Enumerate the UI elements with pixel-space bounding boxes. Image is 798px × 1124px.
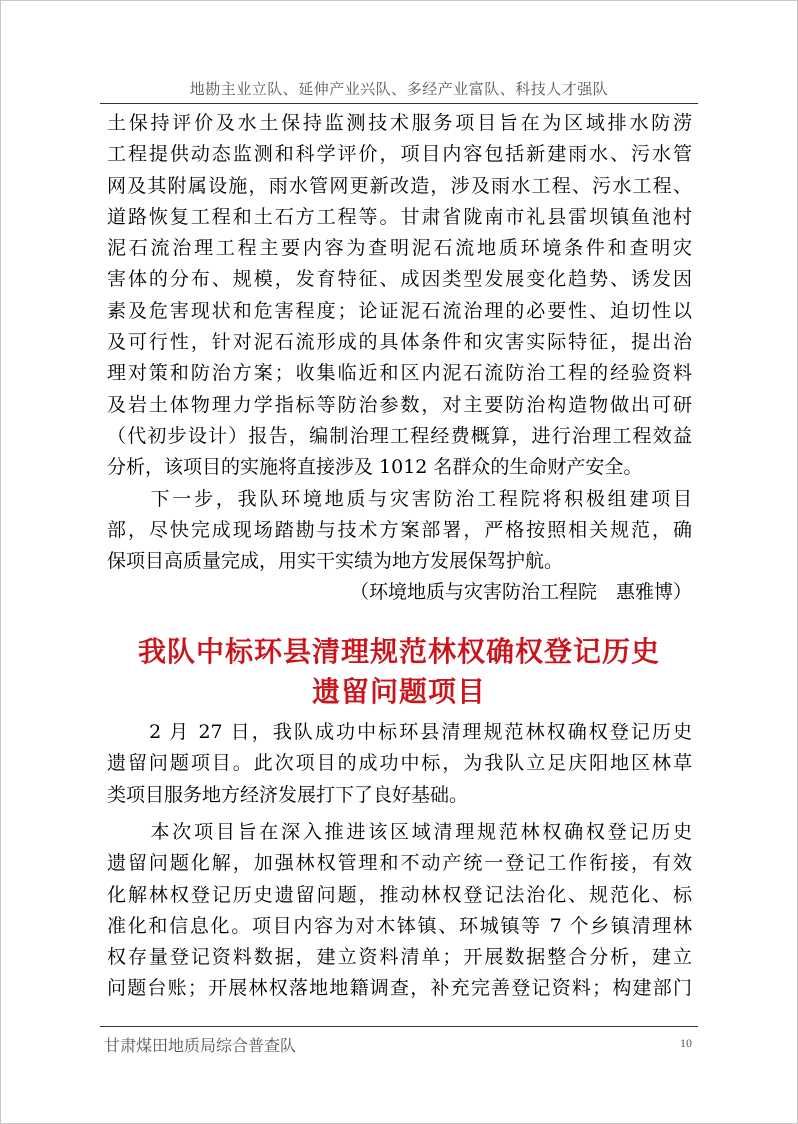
body-line: 及可行性，针对泥石流形成的具体条件和灾害实际特征，提出治 — [107, 331, 692, 354]
header-slogan: 地勘主业立队、延伸产业兴队、多经产业富队、科技人才强队 — [189, 80, 609, 98]
footer-unit-name: 甘肃煤田地质局综合普查队 — [104, 1036, 297, 1055]
article2-title-line1: 我队中标环县清理规范林权确权登记历史 — [137, 635, 660, 668]
body-line: 害体的分布、规模，发育特征、成因类型发展变化趋势、诱发因 — [107, 268, 692, 291]
body-line: 下一步，我队环境地质与灾害防治工程院将积极组建项目 — [107, 487, 692, 510]
body-line: 土保持评价及水土保持监测技术服务项目旨在为区域排水防涝 — [107, 112, 692, 134]
article1-byline: （环境地质与灾害防治工程院 惠雅博） — [349, 581, 692, 604]
body-line: 泥石流治理工程主要内容为查明泥石流地质环境条件和查明灾 — [107, 237, 692, 260]
body-line: 问题台账；开展林权落地地籍调查，补充完善登记资料；构建部门 — [107, 977, 692, 1000]
body-line: 素及危害现状和危害程度；论证泥石流治理的必要性、迫切性以 — [107, 299, 692, 322]
body-line: 及岩土体物理力学指标等防治参数，对主要防治构造物做出可研 — [107, 393, 692, 416]
header-rule — [100, 103, 698, 104]
body-line: 分析，该项目的实施将直接涉及 1012 名群众的生命财产安全。 — [107, 456, 643, 479]
article2-para2 — [107, 817, 692, 1005]
page-number: 10 — [680, 1036, 692, 1050]
article2-title-line2: 遗留问题项目 — [311, 675, 486, 708]
body-line: 工程提供动态监测和科学评价，项目内容包括新建雨水、污水管 — [107, 143, 692, 166]
article2-para1 — [107, 717, 692, 811]
body-line: 准化和信息化。项目内容为对木钵镇、环城镇等 7 个乡镇清理林 — [107, 914, 692, 937]
body-line: 遗留问题化解，加强林权管理和不动产统一登记工作衔接，有效 — [107, 852, 692, 875]
footer-rule — [100, 1026, 698, 1027]
body-line: 部，尽快完成现场踏勘与技术方案部署，严格按照相关规范，确 — [107, 518, 692, 541]
body-line: （代初步设计）报告，编制治理工程经费概算，进行治理工程效益 — [107, 424, 692, 447]
body-line: 类项目服务地方经济发展打下了良好基础。 — [107, 783, 469, 806]
body-line: 保项目高质量完成，用实干实绩为地方发展保驾护航。 — [107, 550, 564, 573]
body-line: 道路恢复工程和土石方工程等。甘肃省陇南市礼县雷坝镇鱼池村 — [107, 205, 692, 228]
body-line: 理对策和防治方案；收集临近和区内泥石流防治工程的经验资料 — [107, 362, 692, 385]
body-line: 遗留问题项目。此次项目的成功中标，为我队立足庆阳地区林草 — [107, 752, 692, 775]
article1-body — [107, 108, 692, 609]
body-line: 2 月 27 日，我队成功中标环县清理规范林权确权登记历史 — [107, 721, 692, 743]
body-line: 化解林权登记历史遗留问题，推动林权登记法治化、规范化、标 — [107, 883, 692, 906]
body-line: 本次项目旨在深入推进该区域清理规范林权确权登记历史 — [107, 821, 692, 843]
body-line: 网及其附属设施，雨水管网更新改造，涉及雨水工程、污水工程、 — [107, 174, 692, 197]
body-line: 权存量登记资料数据，建立资料清单；开展数据整合分析，建立 — [107, 946, 692, 969]
